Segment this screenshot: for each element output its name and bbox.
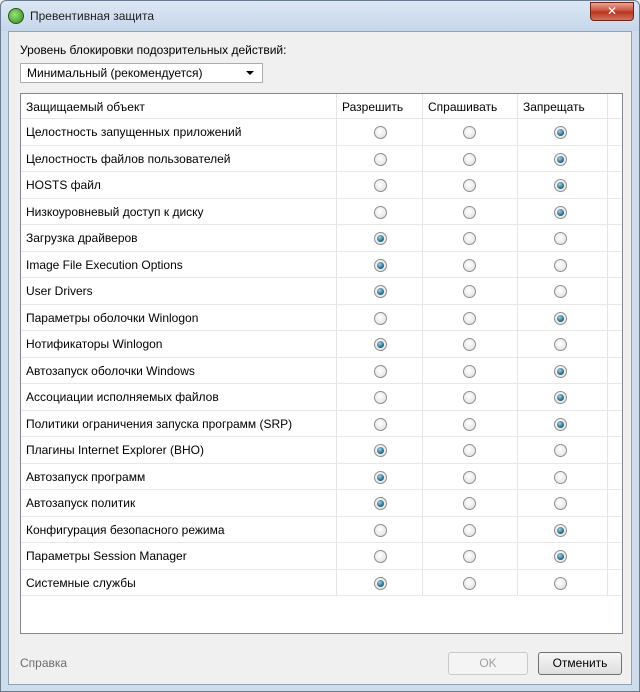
radio-allow[interactable] — [374, 444, 387, 457]
row-cell-deny — [518, 199, 608, 225]
table-row — [21, 119, 622, 146]
row-object-name: HOSTS файл — [21, 172, 337, 198]
radio-allow[interactable] — [374, 285, 387, 298]
row-cell-allow — [337, 437, 423, 463]
radio-deny[interactable] — [554, 259, 567, 272]
radio-deny[interactable] — [554, 312, 567, 325]
radio-allow[interactable] — [374, 206, 387, 219]
row-cell-ask — [423, 490, 518, 516]
radio-allow[interactable] — [374, 259, 387, 272]
row-cell-deny — [518, 172, 608, 198]
row-cell-ask — [423, 199, 518, 225]
row-cell-deny — [518, 358, 608, 384]
row-cell-ask — [423, 252, 518, 278]
row-cell-allow — [337, 278, 423, 304]
radio-ask[interactable] — [463, 471, 476, 484]
table-row — [21, 278, 622, 305]
row-object-name: Автозапуск оболочки Windows — [21, 358, 337, 384]
row-cell-allow — [337, 384, 423, 410]
row-cell-ask — [423, 384, 518, 410]
row-cell-deny — [518, 252, 608, 278]
radio-ask[interactable] — [463, 550, 476, 563]
row-cell-allow — [337, 570, 423, 596]
radio-deny[interactable] — [554, 524, 567, 537]
row-object-name: Параметры оболочки Winlogon — [21, 305, 337, 331]
radio-deny[interactable] — [554, 365, 567, 378]
row-cell-allow — [337, 305, 423, 331]
table-row — [21, 490, 622, 517]
row-cell-deny — [518, 490, 608, 516]
radio-ask[interactable] — [463, 179, 476, 192]
row-cell-allow — [337, 252, 423, 278]
table-row — [21, 437, 622, 464]
row-cell-ask — [423, 278, 518, 304]
row-cell-ask — [423, 437, 518, 463]
row-cell-ask — [423, 146, 518, 172]
ok-button[interactable]: OK — [448, 652, 528, 675]
radio-ask[interactable] — [463, 497, 476, 510]
radio-deny[interactable] — [554, 126, 567, 139]
table-row — [21, 305, 622, 332]
table-row — [21, 517, 622, 544]
radio-allow[interactable] — [374, 418, 387, 431]
row-cell-deny — [518, 305, 608, 331]
radio-deny[interactable] — [554, 206, 567, 219]
radio-deny[interactable] — [554, 471, 567, 484]
row-cell-ask — [423, 172, 518, 198]
row-cell-ask — [423, 119, 518, 145]
table-header — [21, 94, 622, 119]
window-title: Превентивная защита — [30, 9, 155, 23]
row-cell-deny — [518, 464, 608, 490]
row-cell-deny — [518, 437, 608, 463]
radio-allow[interactable] — [374, 577, 387, 590]
radio-deny[interactable] — [554, 550, 567, 563]
row-cell-allow — [337, 119, 423, 145]
row-cell-ask — [423, 411, 518, 437]
radio-ask[interactable] — [463, 444, 476, 457]
column-header-object[interactable]: Защищаемый объект — [21, 94, 337, 118]
radio-ask[interactable] — [463, 418, 476, 431]
table-row — [21, 384, 622, 411]
row-cell-allow — [337, 146, 423, 172]
row-object-name: Параметры Session Manager — [21, 543, 337, 569]
row-object-name: Ассоциации исполняемых файлов — [21, 384, 337, 410]
row-cell-deny — [518, 119, 608, 145]
radio-deny[interactable] — [554, 338, 567, 351]
row-object-name: Плагины Internet Explorer (BHO) — [21, 437, 337, 463]
row-cell-ask — [423, 225, 518, 251]
radio-deny[interactable] — [554, 577, 567, 590]
radio-deny[interactable] — [554, 418, 567, 431]
table-row — [21, 225, 622, 252]
row-cell-ask — [423, 464, 518, 490]
radio-allow[interactable] — [374, 179, 387, 192]
table-row — [21, 464, 622, 491]
radio-ask[interactable] — [463, 259, 476, 272]
radio-allow[interactable] — [374, 153, 387, 166]
radio-allow[interactable] — [374, 365, 387, 378]
table-row — [21, 172, 622, 199]
row-cell-deny — [518, 411, 608, 437]
row-cell-ask — [423, 517, 518, 543]
row-object-name: Системные службы — [21, 570, 337, 596]
radio-ask[interactable] — [463, 577, 476, 590]
row-object-name: Целостность файлов пользователей — [21, 146, 337, 172]
row-cell-deny — [518, 543, 608, 569]
radio-ask[interactable] — [463, 232, 476, 245]
column-header-allow[interactable]: Разрешить — [337, 94, 423, 118]
radio-ask[interactable] — [463, 312, 476, 325]
chevron-down-icon — [246, 71, 254, 75]
row-object-name: Конфигурация безопасного режима — [21, 517, 337, 543]
row-cell-allow — [337, 199, 423, 225]
row-object-name: Image File Execution Options — [21, 252, 337, 278]
row-cell-allow — [337, 490, 423, 516]
radio-deny[interactable] — [554, 391, 567, 404]
table-row — [21, 199, 622, 226]
column-header-deny[interactable]: Запрещать — [518, 94, 608, 118]
cancel-button[interactable]: Отменить — [538, 652, 622, 675]
protection-table — [20, 93, 623, 634]
row-cell-allow — [337, 517, 423, 543]
radio-allow[interactable] — [374, 338, 387, 351]
row-cell-allow — [337, 543, 423, 569]
radio-allow[interactable] — [374, 550, 387, 563]
radio-allow[interactable] — [374, 391, 387, 404]
table-row — [21, 358, 622, 385]
row-cell-ask — [423, 358, 518, 384]
row-cell-deny — [518, 225, 608, 251]
lock-level-value: Минимальный (рекомендуется) — [27, 66, 203, 80]
row-object-name: Автозапуск политик — [21, 490, 337, 516]
row-cell-deny — [518, 331, 608, 357]
radio-deny[interactable] — [554, 232, 567, 245]
radio-ask[interactable] — [463, 365, 476, 378]
table-row — [21, 570, 622, 597]
app-shield-icon — [8, 8, 24, 24]
radio-ask[interactable] — [463, 524, 476, 537]
row-cell-deny — [518, 278, 608, 304]
row-object-name: User Drivers — [21, 278, 337, 304]
lock-level-label: Уровень блокировки подозрительных действий: — [20, 43, 287, 57]
row-object-name: Автозапуск программ — [21, 464, 337, 490]
row-cell-deny — [518, 570, 608, 596]
dialog-body — [8, 31, 632, 685]
row-object-name: Загрузка драйверов — [21, 225, 337, 251]
row-cell-allow — [337, 225, 423, 251]
radio-allow[interactable] — [374, 524, 387, 537]
radio-deny[interactable] — [554, 444, 567, 457]
radio-ask[interactable] — [463, 206, 476, 219]
table-row — [21, 543, 622, 570]
row-cell-allow — [337, 331, 423, 357]
radio-ask[interactable] — [463, 338, 476, 351]
row-cell-deny — [518, 146, 608, 172]
close-button[interactable]: ✕ — [590, 2, 634, 21]
title-bar[interactable] — [1, 1, 639, 31]
table-row — [21, 411, 622, 438]
row-cell-ask — [423, 543, 518, 569]
radio-ask[interactable] — [463, 126, 476, 139]
radio-deny[interactable] — [554, 285, 567, 298]
column-header-ask[interactable]: Спрашивать — [423, 94, 518, 118]
radio-allow[interactable] — [374, 232, 387, 245]
row-cell-allow — [337, 464, 423, 490]
radio-deny[interactable] — [554, 179, 567, 192]
row-cell-allow — [337, 172, 423, 198]
radio-allow[interactable] — [374, 471, 387, 484]
radio-allow[interactable] — [374, 312, 387, 325]
row-cell-ask — [423, 331, 518, 357]
radio-ask[interactable] — [463, 153, 476, 166]
help-link[interactable]: Справка — [20, 656, 68, 670]
table-row — [21, 331, 622, 358]
radio-deny[interactable] — [554, 497, 567, 510]
row-cell-ask — [423, 570, 518, 596]
lock-level-select[interactable] — [20, 63, 263, 83]
row-object-name: Целостность запущенных приложений — [21, 119, 337, 145]
row-cell-allow — [337, 411, 423, 437]
radio-ask[interactable] — [463, 285, 476, 298]
table-row — [21, 146, 622, 173]
row-object-name: Политики ограничения запуска программ (SRP) — [21, 411, 337, 437]
row-cell-deny — [518, 384, 608, 410]
row-object-name: Нотификаторы Winlogon — [21, 331, 337, 357]
table-row — [21, 252, 622, 279]
radio-allow[interactable] — [374, 497, 387, 510]
row-cell-deny — [518, 517, 608, 543]
radio-deny[interactable] — [554, 153, 567, 166]
row-cell-ask — [423, 305, 518, 331]
row-object-name: Низкоуровневый доступ к диску — [21, 199, 337, 225]
row-cell-allow — [337, 358, 423, 384]
radio-ask[interactable] — [463, 391, 476, 404]
radio-allow[interactable] — [374, 126, 387, 139]
